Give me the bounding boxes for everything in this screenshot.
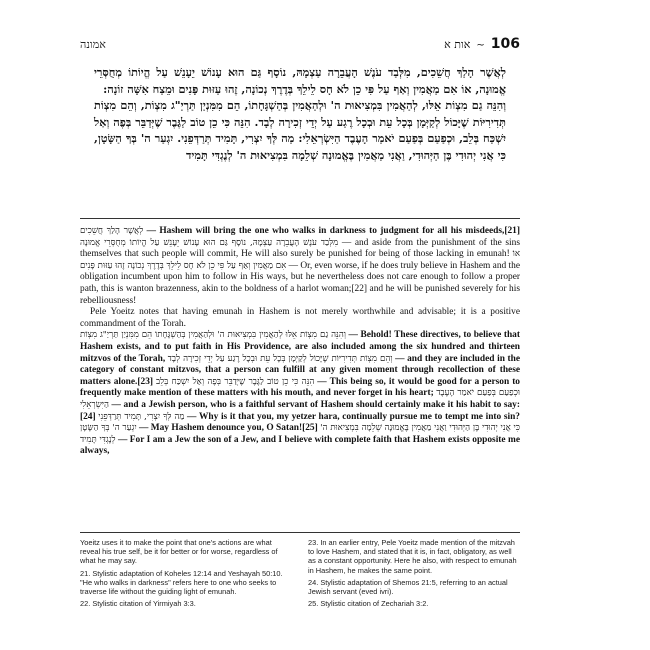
commentary-paragraph: Pele Yoeitz notes that having emunah in Hashem is not merely worthwhile and advisable; it is a positive commandment of the Torah. [80,307,520,329]
hebrew-phrase: מִלְּבַד עֹנֶשׁ הָעֲבֵרָה עַצְמָהּ, נוֹסָף גַּם הוּא עָנוֹשׁ יֵעָנֵשׁ עַל הֱיוֹתוֹ מְחֻסְּרֵי אֱמוּנָה [80,237,339,248]
page-number: 106 [490,36,520,52]
hebrew-phrase: כִּי אֲנִי יְהוּדִי בֶּן הַיְּהוּדִי וַאֲנִי מַאֲמִין בֶּאֱמוּנָה שְׁלֵמָה בִּמְצִיאוּת ה' לְנֶגְדִּי תָּמִיד [80,423,521,445]
footnotes [80,538,520,611]
hebrew-phrase: וּכְפַעַם בְּפַעַם יֹאמַר הָעֶבֶד הַיִּשְׂרְאֵלִי [80,388,520,410]
footnote: 23. In an earlier entry, Pele Yoeitz made mention of the mitzvah to love Hashem, and stated that it is, in fact, obligatory, as well as a constant opportunity. Here he also, with respect to emunah in Hashem, he makes the same point. [308,538,517,575]
page-header [80,36,520,56]
divider [80,218,520,219]
hebrew-phrase: וְהֵם מִצְוֹת תְּדִירִיּוֹת שֶׁיָּכוֹל לְקַיְּמָן בְּכָל עֵת וּבְכָל רֶגַע עַל יְדֵי זְכִירָה לְבָד [167,353,393,364]
translation-text: — Behold! These directives, to believe that Hashem exists, and to put faith in His Providence, are also included among the six hundred and thirteen mitzvos of the Torah, [80,330,520,364]
running-title: אמונה [80,38,106,51]
header-right [444,36,520,52]
hebrew-phrase: הִנֵּה כִּי כֵן טוֹב לַגֶּבֶר שֶׁיְּדַבֵּר בְּפֶה וְאַל יִשְׁכַּח בְּלֵב [156,376,315,387]
footnote: 25. Stylistic citation of Zechariah 3:2. [308,599,429,609]
divider [80,532,520,533]
translation-text: — and a Jewish person, who is a faithful servant of Hashem should certainly make it his habit to say:[24] [80,399,520,422]
book-page [80,36,520,620]
translation-paragraph [80,226,520,307]
english-translation [80,226,520,458]
hebrew-text-block [94,64,506,163]
footnotes-left-column [80,538,292,611]
translation-paragraph [80,330,520,458]
translation-text: — and they are included in the category of constant mitzvos, that a person can fulfill at any given moment through recollection of these matters alone.[23] [80,353,521,387]
translation-text: — Why is it that you, my yetzer hara, continually pursue me to tempt me into sin? [184,411,520,422]
hebrew-phrase: מַה לְּךָ יִצְרִי, תָּמִיד תְּרַדְּפֵנִי [98,411,185,422]
hebrew-phrase: לְאֲשֶׁר הָלַךְ חֲשֵׁכִים [80,226,144,236]
translation-text: — May Hashem denounce you, O Satan![25] [136,423,321,434]
section-label: אות א [444,38,471,51]
footnote: 21. Stylistic adaptation of Koheles 12:14 and Yeshayah 50:10. "He who walks in darkness" refers here to one who seeks to traverse life without the guiding light of emunah. [80,568,283,597]
translation-text: — This being so, it would be good for a person to frequently make mention of these matters with his mouth, and never forget in his heart; [80,376,520,399]
hebrew-paragraph: וְהִנֵּה גַם מִצְוֹת אֵלּוּ, לְהַאֲמִין בִּמְצִיאוּת ה' וּלְהַאֲמִין בְּהַשְׁגָּחָתוֹ, הֵם מִמִּנְיַן תַּרְיַ"ג מִצְוֹת, וְהֵם מִצְוֹת תְּדִירִיּוֹת שֶׁיָּכוֹל לְקַיְּמָן בְּכָל עֵת וּבְכָל רֶגַע עַל יְדֵי זְכִירָה לְבָד. הִנֵּה כִּי כֵן טוֹב לַגֶּבֶר שֶׁיְּדַבֵּר בְּפֶה וְאַל יִשְׁכַּח בְּלֵב, וּכְפַעַם בְּפַעַם יֹאמַר הָעֶבֶד הַיִּשְׂרְאֵלִי: מַה לְּךָ יִצְרִי, תָּמִיד תְּרַדְּפֵנִי. יִגְעַר ה' בְּךָ הַשָּׂטָן, כִּי אֲנִי יְהוּדִי בֶּן הַיְּהוּדִי, וַאֲנִי מַאֲמִין בֶּאֱמוּנָה שְׁלֵמָה בִּמְצִיאוּת ה' לְנֶגְדִּי תָּמִיד [94,98,506,162]
translation-text: — and aside from the punishment of the sins themselves that such people will commit, He will also surely be punished for being of those lacking in emunah! [80,237,520,260]
translation-text: — Or, even worse, if he does truly believe in Hashem and the obligation incumbent upon him to follow in His ways, but he nevertheless does not care enough to follow a proper path, this is wanton brazenness, akin to the boldness of a harlot woman;[22] and he will be punished severely for his rebelliousness! [80,260,521,306]
translation-text: — For I am a Jew the son of a Jew, and I believe with complete faith that Hashem exists opposite me always, [80,434,520,457]
translation-text: — Hashem will bring the one who walks in darkness to judgment for all his misdeeds,[21] [143,226,520,236]
hebrew-phrase: יִגְעַר ה' בְּךָ הַשָּׂטָן [80,423,137,434]
ornament-icon: ~ [476,40,485,51]
hebrew-paragraph: לְאֲשֶׁר הָלַךְ חֲשֵׁכִים, מִלְּבַד עֹנֶשׁ הָעֲבֵרָה עַצְמָהּ, נוֹסָף גַּם הוּא עָנוֹשׁ יֵעָנֵשׁ עַל הֱיוֹתוֹ מְחֻסְּרֵי אֱמוּנָה, אוֹ אִם מַאֲמִין וְאַף עַל פִּי כֵן לֹא חָס לֵילֵךְ בְּדֶרֶךְ נְכוֹנָה, זֶהוּ עַזּוּת פָּנִים וּמֵצַח אִשָּׁה זוֹנָה: [94,65,506,96]
hebrew-phrase: אוֹ אִם מַאֲמִין וְאַף עַל פִּי כֵן לֹא חָס לֵילֵךְ בְּדֶרֶךְ נְכוֹנָה זֶהוּ עַזּוּת פָּנִים [80,249,520,271]
hebrew-phrase: וְהִנֵּה גַם מִצְוֹת אֵלּוּ לְהַאֲמִין בִּמְצִיאוּת ה' וּלְהַאֲמִין בְּהַשְׁגָּחָתוֹ הֵם מִמִּנְיַן תַּרְיַ"ג מִצְוֹת [80,330,346,341]
footnote: 22. Stylistic citation of Yirmiyah 3:3. [80,599,196,609]
footnotes-right-column [308,538,520,611]
footnote: 24. Stylistic adaptation of Shemos 21:5, referring to an actual Jewish servant (eved ivri). [308,577,508,597]
footnote: Yoeitz uses it to make the point that one's actions are what reveal his true self, be it for better or for worse, regardless of what he may say. [80,538,278,566]
